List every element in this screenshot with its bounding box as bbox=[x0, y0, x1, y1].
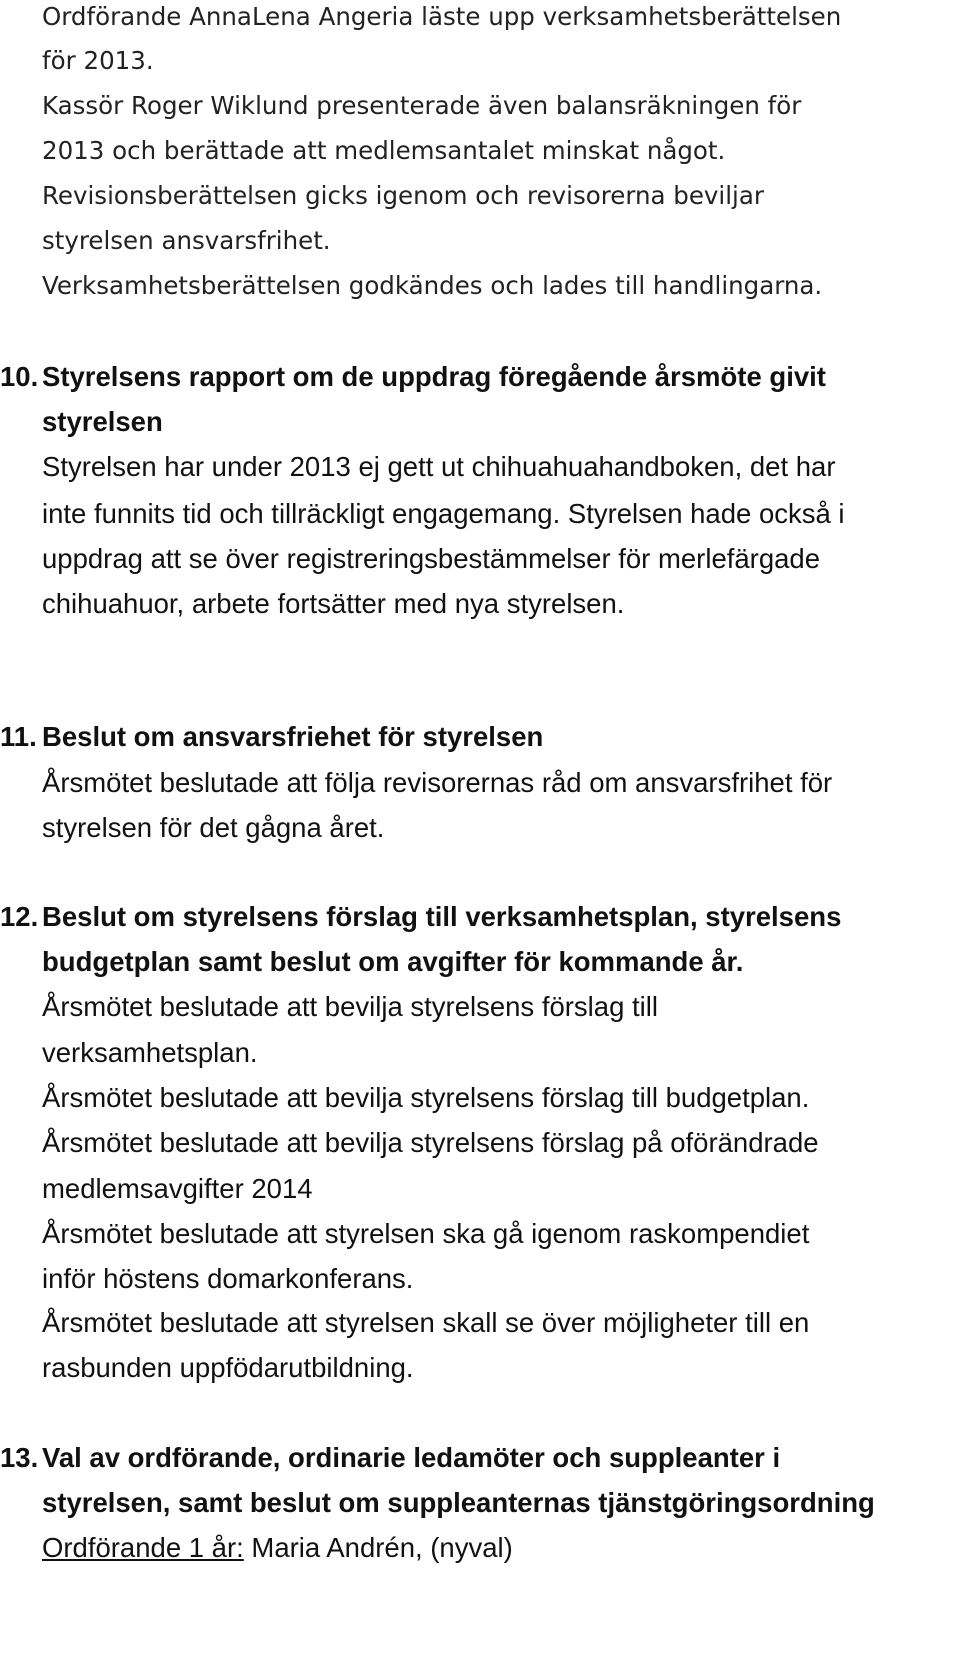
section-10-heading-line-1: Styrelsens rapport om de uppdrag föregående årsmöte givit bbox=[42, 361, 826, 392]
section-10-body-line-1: Styrelsen har under 2013 ej gett ut chihuahuahandboken, det har bbox=[42, 451, 836, 482]
chair-value: Maria Andrén, (nyval) bbox=[243, 1532, 513, 1563]
section-11-heading-line-1: Beslut om ansvarsfriehet för styrelsen bbox=[42, 721, 544, 752]
intro-line-6: styrelsen ansvarsfrihet. bbox=[42, 226, 331, 255]
section-11-number: 11. bbox=[0, 721, 37, 752]
section-10-number: 10. bbox=[0, 361, 39, 392]
section-10-body-line-4: chihuahuor, arbete fortsätter med nya styrelsen. bbox=[42, 588, 625, 619]
section-12-body-line-2: verksamhetsplan. bbox=[42, 1037, 258, 1068]
section-13-chair-line bbox=[42, 1531, 513, 1565]
section-11-body-line-1: Årsmötet beslutade att följa revisorernas råd om ansvarsfrihet för bbox=[42, 767, 833, 798]
section-12-body-line-8: Årsmötet beslutade att styrelsen skall se över möjligheter till en bbox=[42, 1307, 810, 1338]
section-12-number: 12. bbox=[0, 901, 39, 932]
intro-line-7: Verksamhetsberättelsen godkändes och lades till handlingarna. bbox=[42, 271, 823, 300]
intro-line-5: Revisionsberättelsen gicks igenom och revisorerna beviljar bbox=[42, 181, 764, 210]
section-12-body-line-4: Årsmötet beslutade att bevilja styrelsens förslag på oförändrade bbox=[42, 1127, 819, 1158]
intro-line-2: för 2013. bbox=[42, 46, 154, 75]
section-12-body-line-1: Årsmötet beslutade att bevilja styrelsens förslag till bbox=[42, 991, 658, 1022]
section-12-heading-line-1: Beslut om styrelsens förslag till verksamhetsplan, styrelsens bbox=[42, 901, 842, 932]
intro-line-3: Kassör Roger Wiklund presenterade även balansräkningen för bbox=[42, 91, 802, 120]
section-10-heading-line-2: styrelsen bbox=[42, 406, 163, 437]
section-12-body-line-3: Årsmötet beslutade att bevilja styrelsens förslag till budgetplan. bbox=[42, 1082, 810, 1113]
section-13-heading-line-1: Val av ordförande, ordinarie ledamöter och suppleanter i bbox=[42, 1442, 781, 1473]
section-10-body-line-2: inte funnits tid och tillräckligt engagemang. Styrelsen hade också i bbox=[42, 498, 845, 529]
section-12-body-line-5: medlemsavgifter 2014 bbox=[42, 1173, 313, 1204]
section-11-body-line-2: styrelsen för det gågna året. bbox=[42, 812, 385, 843]
section-10-body-line-3: uppdrag att se över registreringsbestämmelser för merlefärgade bbox=[42, 543, 821, 574]
section-12-body-line-6: Årsmötet beslutade att styrelsen ska gå igenom raskompendiet bbox=[42, 1218, 810, 1249]
section-12-body-line-7: inför höstens domarkonferans. bbox=[42, 1263, 414, 1294]
intro-line-1: Ordförande AnnaLena Angeria läste upp verksamhetsberättelsen bbox=[42, 2, 842, 31]
section-13-number: 13. bbox=[0, 1442, 39, 1473]
section-12-heading-line-2: budgetplan samt beslut om avgifter för kommande år. bbox=[42, 946, 744, 977]
section-12-body-line-9: rasbunden uppfödarutbildning. bbox=[42, 1352, 414, 1383]
section-13-heading-line-2: styrelsen, samt beslut om suppleanternas tjänstgöringsordning bbox=[42, 1487, 875, 1518]
intro-line-4: 2013 och berättade att medlemsantalet minskat något. bbox=[42, 136, 726, 165]
chair-label: Ordförande 1 år: bbox=[42, 1532, 244, 1563]
